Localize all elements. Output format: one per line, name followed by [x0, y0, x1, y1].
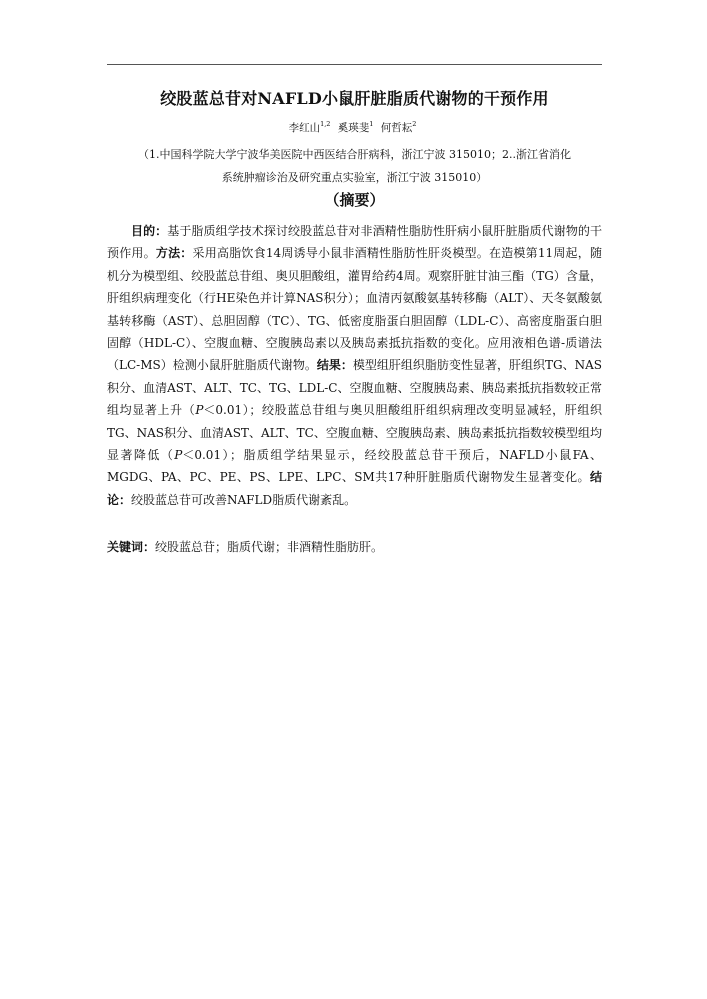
results-label: 结果： [316, 358, 353, 373]
results-text-p1: ＜0.01）；绞股蓝总苷组与奥贝胆酸组肝组织病理改变明显减轻，肝组织TG、NAS积分、血清AST、ALT、TC、空腹血糖、空腹胰岛素、胰岛素抵抗指数较模型组均显著降低（ [107, 403, 602, 463]
objective-text: 基于脂质组学技术探讨绞股蓝总苷对非酒精性脂肪性肝病小鼠肝脏脂质代谢物的干预作用。 [107, 224, 602, 261]
abstract-heading: （摘要） [324, 191, 385, 209]
objective-label: 目的： [131, 224, 168, 238]
methods-text: 采用高脂饮食14周诱导小鼠非酒精性脂肪性肝炎模型。在造模第11周起，随机分为模型组、绞股蓝总苷组、奥贝胆酸组，灌胃给药4周。观察肝脏甘油三酯（TG）含量，肝组织病理变化（行HE染色并计算NAS积分）；血清丙氨酸氨基转移酶（ALT）、天冬氨酸氨基转移酶（AST）、总胆固醇（TC）、TG、低密度脂蛋白胆固醇（LDL-C）、高密度脂蛋白胆固醇（HDL-C）、空腹血糖、空腹胰岛素以及胰岛素抵抗指数的变化。应用液相色谱-质谱法（LC-MS）检测小鼠肝脏脂质代谢物。 [107, 246, 602, 373]
keywords-text: 绞股蓝总苷；脂质代谢；非酒精性脂肪肝。 [155, 540, 384, 554]
keywords [107, 537, 602, 557]
author-affiliation-mark: 1 [369, 120, 374, 128]
author-affiliation-mark: 2 [412, 120, 417, 128]
affiliation-line-2: 系统肿瘤诊治及研究重点实验室，浙江宁波 315010） [221, 171, 488, 184]
p-symbol: P [195, 403, 204, 418]
author-name: 何哲耘 [380, 122, 413, 134]
header-rule [107, 64, 602, 65]
author-affiliation-mark: 1,2 [320, 120, 331, 128]
affiliation-line-1: （1.中国科学院大学宁波华美医院中西医结合肝病科，浙江宁波 315010；2..浙江省消化 [138, 148, 571, 161]
abstract-body [107, 220, 602, 511]
conclusion-text: 绞股蓝总苷可改善NAFLD脂质代谢紊乱。 [131, 492, 357, 507]
author-list [107, 120, 602, 135]
keywords-label: 关键词： [107, 540, 156, 554]
p-symbol: P [174, 448, 183, 463]
author-name: 奚瑛斐 [337, 122, 370, 134]
conclusion-label: 结论： [107, 470, 602, 507]
methods-label: 方法： [155, 246, 193, 261]
results-text-p2: ＜0.01）；脂质组学结果显示，经绞股蓝总苷干预后，NAFLD小鼠FA、MGDG、PA、PC、PE、PS、LPE、LPC、SM共17种肝脏脂质代谢物发生显著变化。 [107, 448, 602, 485]
results-text: 模型组肝组织脂肪变性显著，肝组织TG、NAS积分、血清AST、ALT、TC、TG、LDL-C、空腹血糖、空腹胰岛素、胰岛素抵抗指数较正常组均显著上升（ [107, 358, 602, 418]
affiliations [107, 143, 602, 189]
paper-title: 绞股蓝总苷对NAFLD小鼠肝脏脂质代谢物的干预作用 [160, 89, 549, 108]
author-name: 李红山 [288, 122, 321, 134]
